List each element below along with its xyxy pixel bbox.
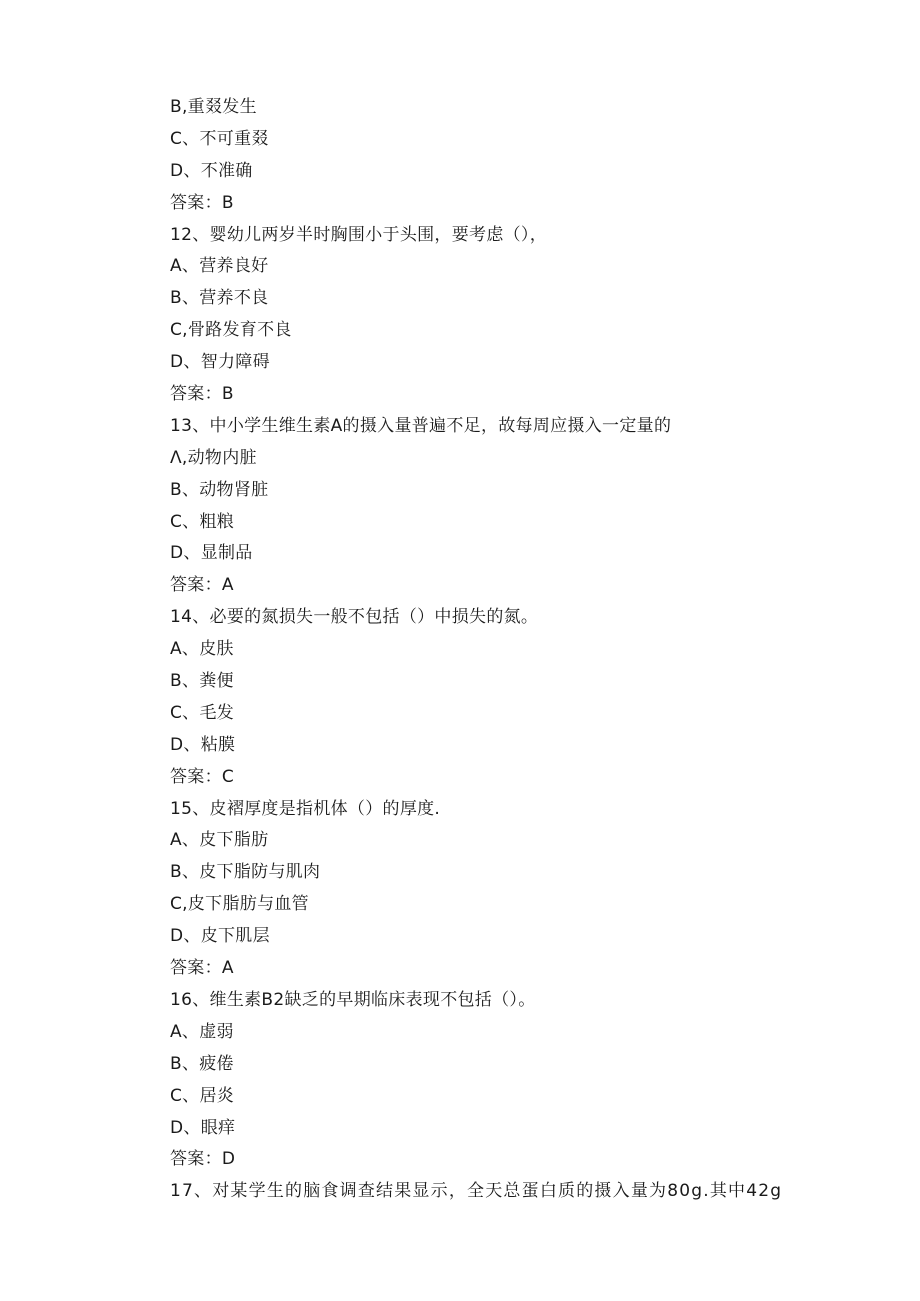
question-15: 15、皮褶厚度是指机体（）的厚度.	[170, 798, 441, 819]
option-line: B、粪便	[170, 671, 234, 692]
option-line: C,骨路发育不良	[170, 320, 292, 341]
option-line: C、不可重叕	[170, 128, 269, 149]
question-12: 12、婴幼儿两岁半时胸围小于头围，要考虑（），	[170, 224, 548, 245]
option-line: Λ,动物内脏	[170, 447, 257, 468]
question-16: 16、维生素B2缺乏的早期临床表现不包括（）。	[170, 989, 536, 1010]
answer-line: 答案：B	[170, 384, 234, 405]
option-line: D、眼痒	[170, 1117, 236, 1138]
option-line: A、营养良好	[170, 256, 269, 277]
answer-line: 答案：C	[170, 766, 235, 787]
option-line: C、粗粮	[170, 511, 235, 532]
question-list	[170, 92, 810, 1208]
question-13: 13、中小学生维生素A的摄入量普遍不足，故每周应摄入一定量的	[170, 415, 672, 436]
option-line: D、智力障碍	[170, 352, 270, 373]
option-line: A、虚弱	[170, 1021, 234, 1042]
answer-line: 答案：D	[170, 1149, 236, 1170]
question-17: 17、对某学生的脑食调查结果显示，全天总蛋白质的摄入量为80g.其中42g	[170, 1181, 783, 1202]
option-line: A、皮肤	[170, 639, 234, 660]
option-line: D、显制品	[170, 543, 253, 564]
option-line: D、皮下肌层	[170, 926, 270, 947]
answer-line: 答案：B	[170, 192, 234, 213]
option-line: A、皮下脂肪	[170, 830, 269, 851]
option-line: C、居炎	[170, 1085, 235, 1106]
option-line: B、营养不良	[170, 288, 269, 309]
option-line: C,皮下脂肪与血管	[170, 894, 309, 915]
answer-line: 答案：A	[170, 958, 234, 979]
option-line: D、不准确	[170, 160, 253, 181]
answer-line: 答案：A	[170, 575, 234, 596]
option-line: C、毛发	[170, 702, 235, 723]
option-line: B、动物肾脏	[170, 479, 269, 500]
option-line: B,重叕发生	[170, 97, 257, 117]
option-line: B、疲倦	[170, 1053, 234, 1074]
question-14: 14、必要的氮损失一般不包括（）中损失的氮。	[170, 607, 539, 628]
option-line: B、皮下脂防与肌肉	[170, 862, 321, 883]
option-line: D、粘膜	[170, 734, 236, 755]
